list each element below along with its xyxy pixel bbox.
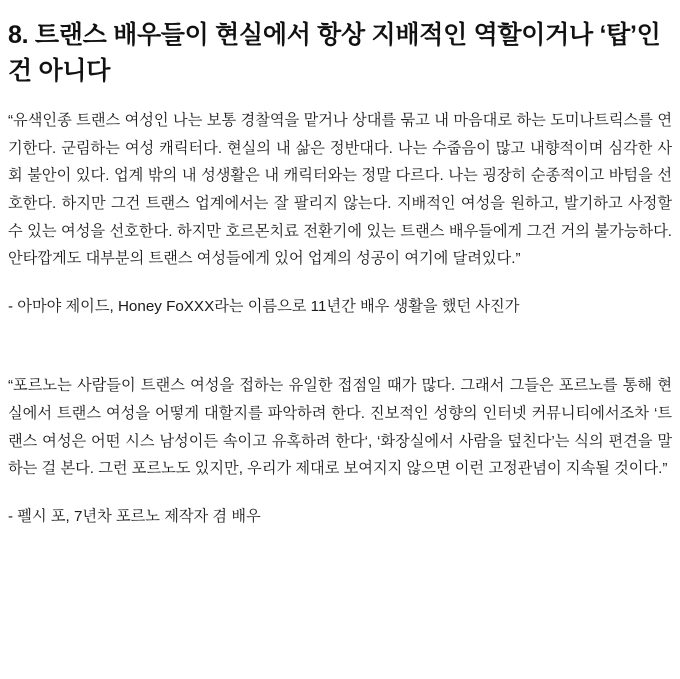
attribution-1: - 아마야 제이드, Honey FoXXX라는 이름으로 11년간 배우 생활을 했던 사진가 bbox=[8, 297, 520, 315]
page-title: 8. 트랜스 배우들이 현실에서 항상 지배적인 역할이거나 ‘탑’인 건 아니다 bbox=[8, 21, 661, 85]
quote-paragraph-2: “포르노는 사람들이 트랜스 여성을 접하는 유일한 접점일 때가 많다. 그래서 그들은 포르노를 통해 현실에서 트랜스 여성을 어떻게 대할지를 파악하려 한다. 진보적인 성향의 인터넷 커뮤니티에서조차 ‘트랜스 여성은 어떤 시스 남성이든 속이고 유혹하려 한다‘, ‘화장실에서 사람을 덮친다’는 식의 편견을 말하는 걸 본다. 그런 포르노도 있지만, 우리가 제대로 보여지지 않으면 이런 고정관념이 지속될 것이다.” bbox=[8, 377, 672, 478]
spacer-between-sections bbox=[8, 320, 672, 372]
attribution-2: - 펠시 포, 7년차 포르노 제작자 겸 배우 bbox=[8, 507, 261, 525]
quote-paragraph-1: “유색인종 트랜스 여성인 나는 보통 경찰역을 맡거나 상대를 묶고 내 마음대로 하는 도미나트릭스를 연기한다. 군림하는 여성 캐릭터다. 현실의 내 삶은 정반대다. 나는 수줍음이 많고 내향적이며 심각한 사회 불안이 있다. 업계 밖의 내 성생활은 내 캐릭터와는 정말 다르다. 나는 굉장히 순종적이고 바텀을 선호한다. 하지만 그건 트랜스 업계에서는 잘 팔리지 않는다. 지배적인 여성을 원하고, 발기하고 사정할 수 있는 여성을 선호한다. 하지만 호르몬치료 전환기에 있는 트랜스 배우들에게 그건 거의 불가능하다. 안타깝게도 대부분의 트랜스 여성들에게 있어 업계의 성공이 여기에 달려있다.” bbox=[8, 112, 672, 268]
spacer-after-quote-2 bbox=[8, 483, 672, 503]
spacer-after-quote-1 bbox=[8, 273, 672, 293]
